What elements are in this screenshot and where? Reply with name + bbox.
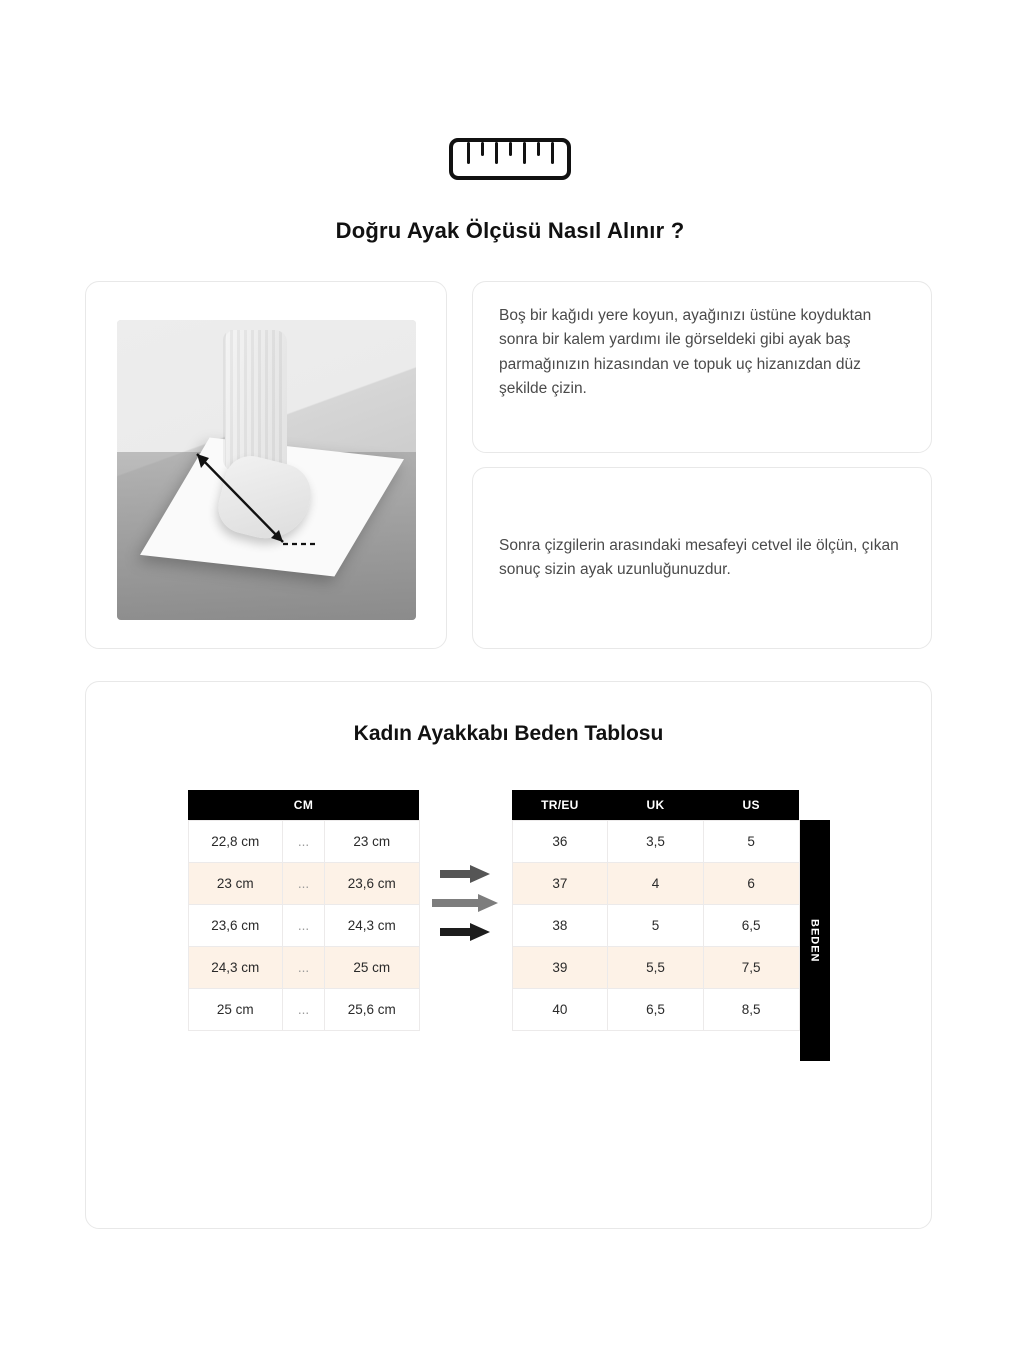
size-us: 8,5 [703, 988, 799, 1030]
size-chart-card [85, 681, 932, 1229]
size-header-tr-eu: TR/EU [512, 790, 608, 820]
size-header-uk: UK [608, 790, 704, 820]
ruler-icon [449, 138, 571, 180]
size-tr-eu: 36 [512, 820, 608, 862]
size-uk: 4 [608, 862, 704, 904]
table-row [512, 904, 799, 946]
table-row [188, 904, 419, 946]
ruler-icon-wrap [0, 138, 1020, 180]
arrow-right-icon [432, 893, 500, 913]
step-1-text: Boş bir kağıdı yere koyun, ayağınızı üstüne koyduktan sonra bir kalem yardımı ile görseldeki gibi ayak baş parmağınızın hizasından ve topuk uç hizanızdan düz şekilde çizin. [499, 307, 872, 398]
beden-side-label [800, 820, 830, 1061]
cm-to: 23 cm [325, 820, 420, 862]
size-table-wrap [512, 790, 830, 1061]
conversion-arrows [420, 790, 512, 942]
step-2-text: Sonra çizgilerin arasındaki mesafeyi cetvel ile ölçün, çıkan sonuç sizin ayak uzunluğunuzdur. [499, 536, 899, 578]
cm-dots: ... [283, 946, 325, 988]
foot-measure-photo [117, 320, 416, 620]
size-us: 6 [703, 862, 799, 904]
size-table [512, 790, 800, 1031]
size-tr-eu: 38 [512, 904, 608, 946]
size-uk: 3,5 [608, 820, 704, 862]
table-row [188, 820, 419, 862]
cm-table-header: CM [188, 790, 419, 820]
table-row [512, 820, 799, 862]
table-row [188, 988, 419, 1030]
size-header-us: US [703, 790, 799, 820]
cm-from: 23,6 cm [188, 904, 283, 946]
table-row [512, 988, 799, 1030]
beden-side-label-text: BEDEN [808, 918, 821, 963]
cm-to: 25,6 cm [325, 988, 420, 1030]
cm-from: 23 cm [188, 862, 283, 904]
arrow-right-icon [440, 922, 492, 942]
cm-to: 25 cm [325, 946, 420, 988]
cm-to: 23,6 cm [325, 862, 420, 904]
cm-from: 22,8 cm [188, 820, 283, 862]
table-row [188, 946, 419, 988]
size-tr-eu: 37 [512, 862, 608, 904]
size-chart-title: Kadın Ayakkabı Beden Tablosu [353, 722, 664, 745]
arrow-right-icon [440, 864, 492, 884]
size-us: 6,5 [703, 904, 799, 946]
cm-dots: ... [283, 862, 325, 904]
size-uk: 6,5 [608, 988, 704, 1030]
size-us: 7,5 [703, 946, 799, 988]
cm-dots: ... [283, 904, 325, 946]
illustration-card [85, 281, 447, 649]
step-1-card [472, 281, 932, 453]
size-uk: 5 [608, 904, 704, 946]
size-tr-eu: 39 [512, 946, 608, 988]
step-2-card [472, 467, 932, 649]
cm-dots: ... [283, 820, 325, 862]
cm-to: 24,3 cm [325, 904, 420, 946]
size-uk: 5,5 [608, 946, 704, 988]
table-row [512, 862, 799, 904]
size-chart-tables [86, 790, 931, 1061]
cm-from: 24,3 cm [188, 946, 283, 988]
measure-arrow-icon [179, 440, 319, 560]
size-us: 5 [703, 820, 799, 862]
cm-dots: ... [283, 988, 325, 1030]
size-tr-eu: 40 [512, 988, 608, 1030]
cm-table [188, 790, 420, 1031]
page-title: Doğru Ayak Ölçüsü Nasıl Alınır ? [335, 218, 685, 243]
table-row [512, 946, 799, 988]
table-row [188, 862, 419, 904]
cm-from: 25 cm [188, 988, 283, 1030]
